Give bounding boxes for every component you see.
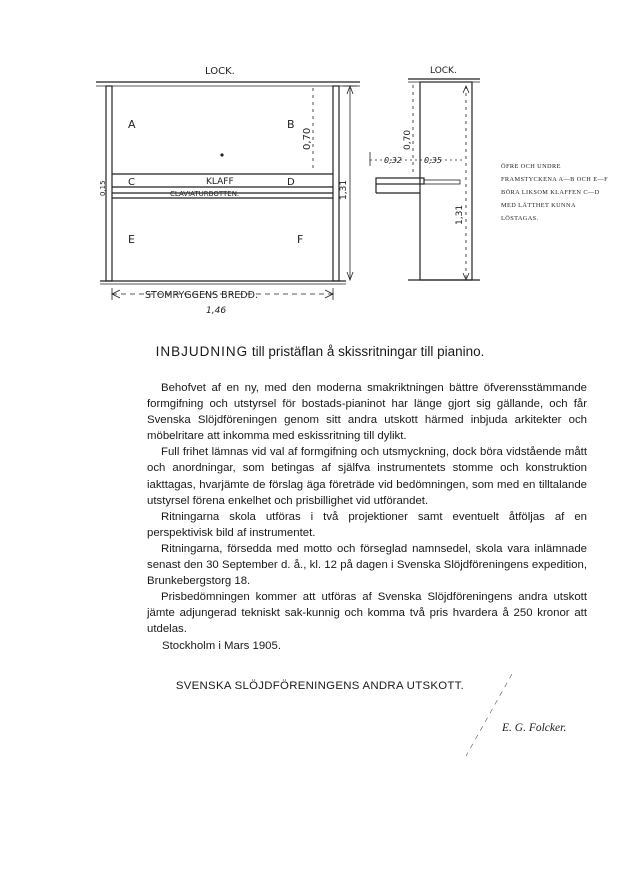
keybed-label: CLAVIATURBOTTEN. [170, 190, 240, 198]
flap-label: KLAFF [206, 177, 234, 187]
paragraph-projections: Ritningarna skola utföras i två projektioner samt eventuelt åtföljas af en perspektivisk bild af instrumentet. [147, 510, 587, 539]
panel-e-label: E [128, 233, 135, 246]
paragraph-judging: Prisbedömningen kommer att utföras af Svenska Slöjdföreningens andra utskott jämte adjungerad tekniskt sak-kunnig och komma två pris hvardera å 250 kronor att utdelas. [147, 591, 587, 636]
side-lid-label: LOCK. [430, 66, 457, 76]
side-dim-b: 0,35 [424, 156, 442, 165]
signature: E. G. Folcker. [502, 722, 567, 734]
heading-lead: INBJUDNING [155, 344, 249, 359]
lock-dot [220, 153, 223, 156]
panel-a-label: A [128, 118, 136, 131]
front-height-dim: 1,31 [339, 179, 349, 200]
front-side-dim: 0,15 [99, 180, 107, 196]
width-label: STOMRYGGENS BREDD. [145, 290, 258, 301]
front-lid-label: LOCK. [205, 66, 235, 77]
paragraph-submission: Ritningarna, försedda med motto och förseglad namnsedel, skola vara inlämnade senast den 30 September d. å., kl. 12 på dagen i Svenska Slöjdföreningens expedition, Brunkebergstorg 18. [147, 542, 587, 588]
heading-rest: till pristäflan å skissritningar till pianino. [248, 344, 485, 359]
side-body [420, 82, 472, 280]
drawing-note: ÖFRE OCH UNDRE FRAMSTYCKENA A—B OCH E—F BÖRA LIKSOM KLAFFEN C—D MED LÄTTHET KUNNA LÖSTAGAS. [501, 163, 609, 222]
front-upper-dim: 0,70 [302, 127, 313, 150]
committee-name: SVENSKA SLÖJDFÖRENINGENS ANDRA UTSKOTT. [175, 680, 465, 692]
signature-stroke [460, 670, 520, 760]
body-text [147, 380, 587, 638]
page-heading [0, 344, 640, 359]
panel-c-label: C [128, 177, 135, 188]
width-value: 1,46 [206, 306, 227, 316]
side-height-dim: 1,31 [455, 204, 465, 225]
panel-f-label: F [297, 233, 304, 246]
panel-d-label: D [287, 177, 295, 188]
side-dim-a: 0,32 [384, 156, 402, 165]
side-upper-dim: 0,70 [403, 129, 413, 150]
panel-b-label: B [287, 118, 295, 131]
side-keyboard [376, 178, 424, 184]
paragraph-freedom: Full frihet lämnas vid val af formgifning och utsmyckning, dock böra vidstående mått och anordningar, som betingas af själfva instrumentets stomme och konstruktion iakttagas, hvarjämte de förslag äga företräde vid bedömningen, som med en tilltalande utstyrsel förena enkelhet och prisbillighet vid utförandet. [147, 446, 587, 507]
paragraph-need: Behofvet af en ny, med den moderna smakriktningen bättre öfverensstämmande formgifning och utstyrsel för bostads-pianinot har länge gjort sig gällande, och får Svenska Slöjdföreningen genom sitt andra utskott härmed inbjuda arkitekter och möbelritare att inkomma med eskissritning till dylikt. [147, 382, 587, 443]
place-date: Stockholm i Mars 1905. [162, 640, 282, 652]
